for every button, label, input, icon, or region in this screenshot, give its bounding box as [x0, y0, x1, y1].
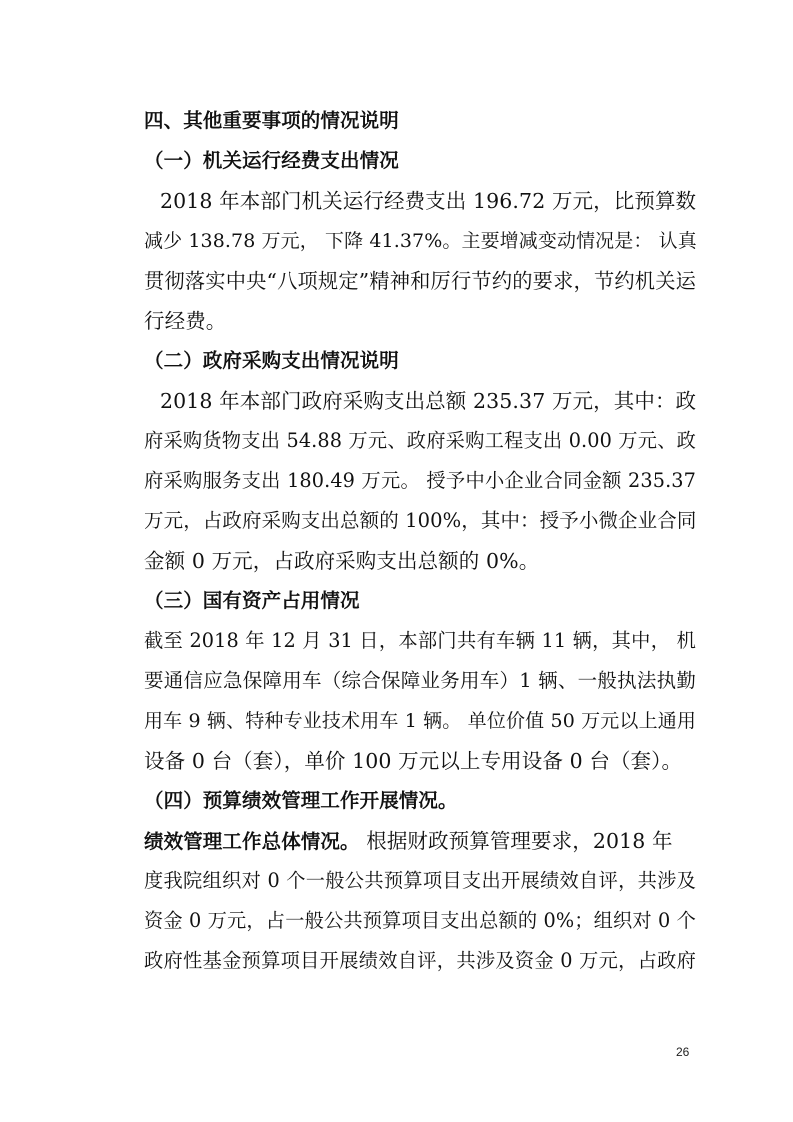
paragraph-line: 万元，占政府采购支出总额的 100%，其中：授予小微企业合同	[144, 509, 697, 532]
paragraph-line: 行经费。	[144, 309, 227, 333]
paragraph-line: 减少 138.78 万元， 下降 41.37%。主要增减变动情况是： 认真	[144, 230, 697, 252]
paragraph-line: 2018 年本部门机关运行经费支出 196.72 万元，比预算数	[160, 189, 697, 213]
subsection-heading: （二）政府采购支出情况说明	[144, 349, 399, 372]
subsection-heading: （三）国有资产占用情况	[144, 589, 360, 612]
paragraph-line: 贯彻落实中央“八项规定”精神和厉行节约的要求，节约机关运	[144, 269, 696, 293]
paragraph-line-with-lead	[144, 821, 696, 861]
paragraph-text: 根据财政预算管理要求，2018 年	[359, 829, 673, 853]
paragraph-line: 用车 9 辆、特种专业技术用车 1 辆。 单位价值 50 万元以上通用	[144, 710, 696, 732]
page-number: 26	[676, 1045, 690, 1059]
bold-lead: 绩效管理工作总体情况。	[144, 830, 360, 853]
subsection-heading: （四）预算绩效管理工作开展情况。	[144, 789, 458, 812]
paragraph-line: 金额 0 万元，占政府采购支出总额的 0%。	[144, 549, 540, 573]
paragraph-line: 度我院组织对 0 个一般公共预算项目支出开展绩效自评，共涉及	[144, 869, 696, 892]
section-heading: 四、其他重要事项的情况说明	[144, 109, 399, 132]
paragraph-line: 2018 年本部门政府采购支出总额 235.37 万元，其中：政	[160, 389, 697, 413]
paragraph-line: 设备 0 台（套），单价 100 万元以上专用设备 0 台（套）。	[144, 749, 683, 773]
paragraph-line: 截至 2018 年 12 月 31 日，本部门共有车辆 11 辆，其中， 机	[144, 629, 696, 652]
subsection-heading: （一）机关运行经费支出情况	[144, 149, 399, 172]
paragraph-line: 府采购服务支出 180.49 万元。 授予中小企业合同金额 235.37	[144, 469, 696, 492]
document-body	[144, 101, 696, 981]
paragraph-line: 政府性基金预算项目开展绩效自评，共涉及资金 0 万元，占政府	[144, 949, 696, 972]
paragraph-line: 府采购货物支出 54.88 万元、政府采购工程支出 0.00 万元、政	[144, 429, 696, 452]
paragraph-line: 资金 0 万元，占一般公共预算项目支出总额的 0%；组织对 0 个	[144, 909, 696, 932]
paragraph-line: 要通信应急保障用车（综合保障业务用车）1 辆、一般执法执勤	[144, 669, 696, 692]
